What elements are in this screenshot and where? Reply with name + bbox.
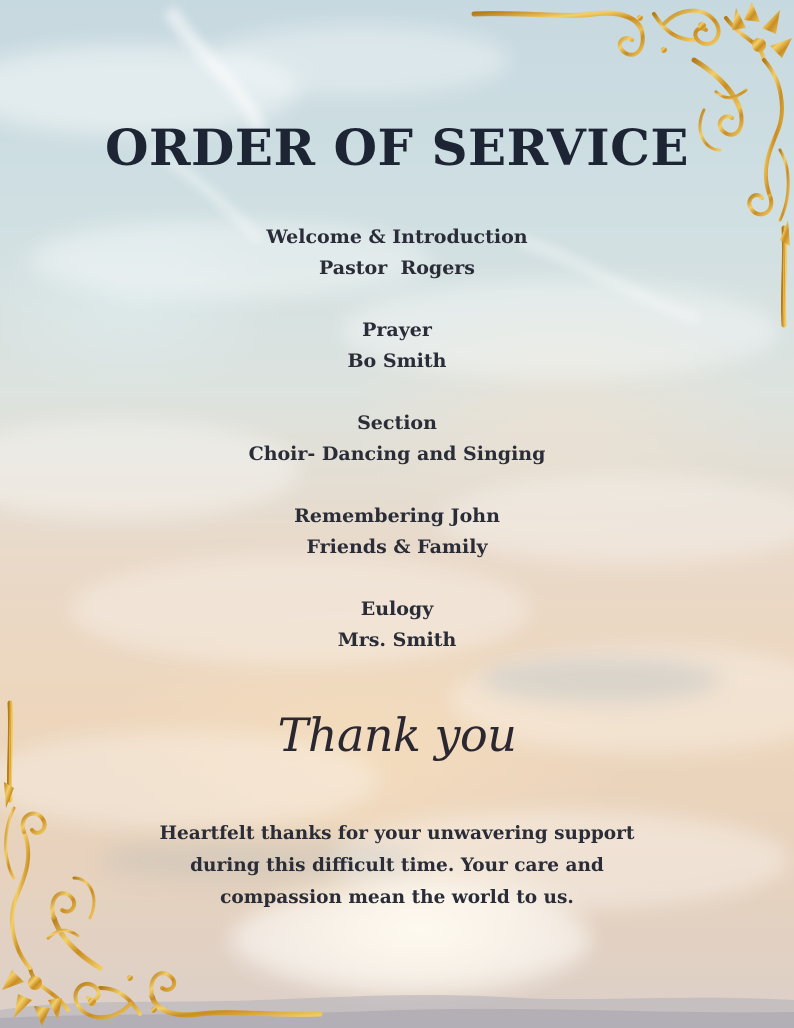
program-item-heading: Prayer (362, 319, 432, 341)
program-item-leader: Friends & Family (306, 536, 488, 558)
program-item-leader: Pastor Rogers (318, 257, 476, 279)
program-item-heading: Remembering John (294, 505, 500, 527)
message-line: compassion mean the world to us. (220, 887, 574, 908)
page-title: ORDER OF SERVICE (104, 118, 690, 177)
program-item-leader: Mrs. Smith (337, 629, 457, 651)
program-item-heading: Section (357, 412, 437, 434)
program-item-heading: Welcome & Introduction (266, 226, 528, 248)
program-item-heading: Eulogy (360, 598, 434, 620)
program-item-leader: Choir- Dancing and Singing (248, 443, 546, 465)
thank-you-message (140, 818, 654, 914)
message-line: during this difficult time. Your care and (190, 855, 604, 876)
message-line: Heartfelt thanks for your unwavering support (159, 823, 635, 844)
program-item-prayer (0, 315, 794, 408)
program-item-section (0, 408, 794, 501)
program-item-leader: Bo Smith (347, 350, 447, 372)
program-item-remembering (0, 501, 794, 594)
service-program (0, 222, 794, 687)
thank-you-heading: Thank you (277, 708, 517, 762)
program-item-welcome (0, 222, 794, 315)
program-item-eulogy (0, 594, 794, 687)
